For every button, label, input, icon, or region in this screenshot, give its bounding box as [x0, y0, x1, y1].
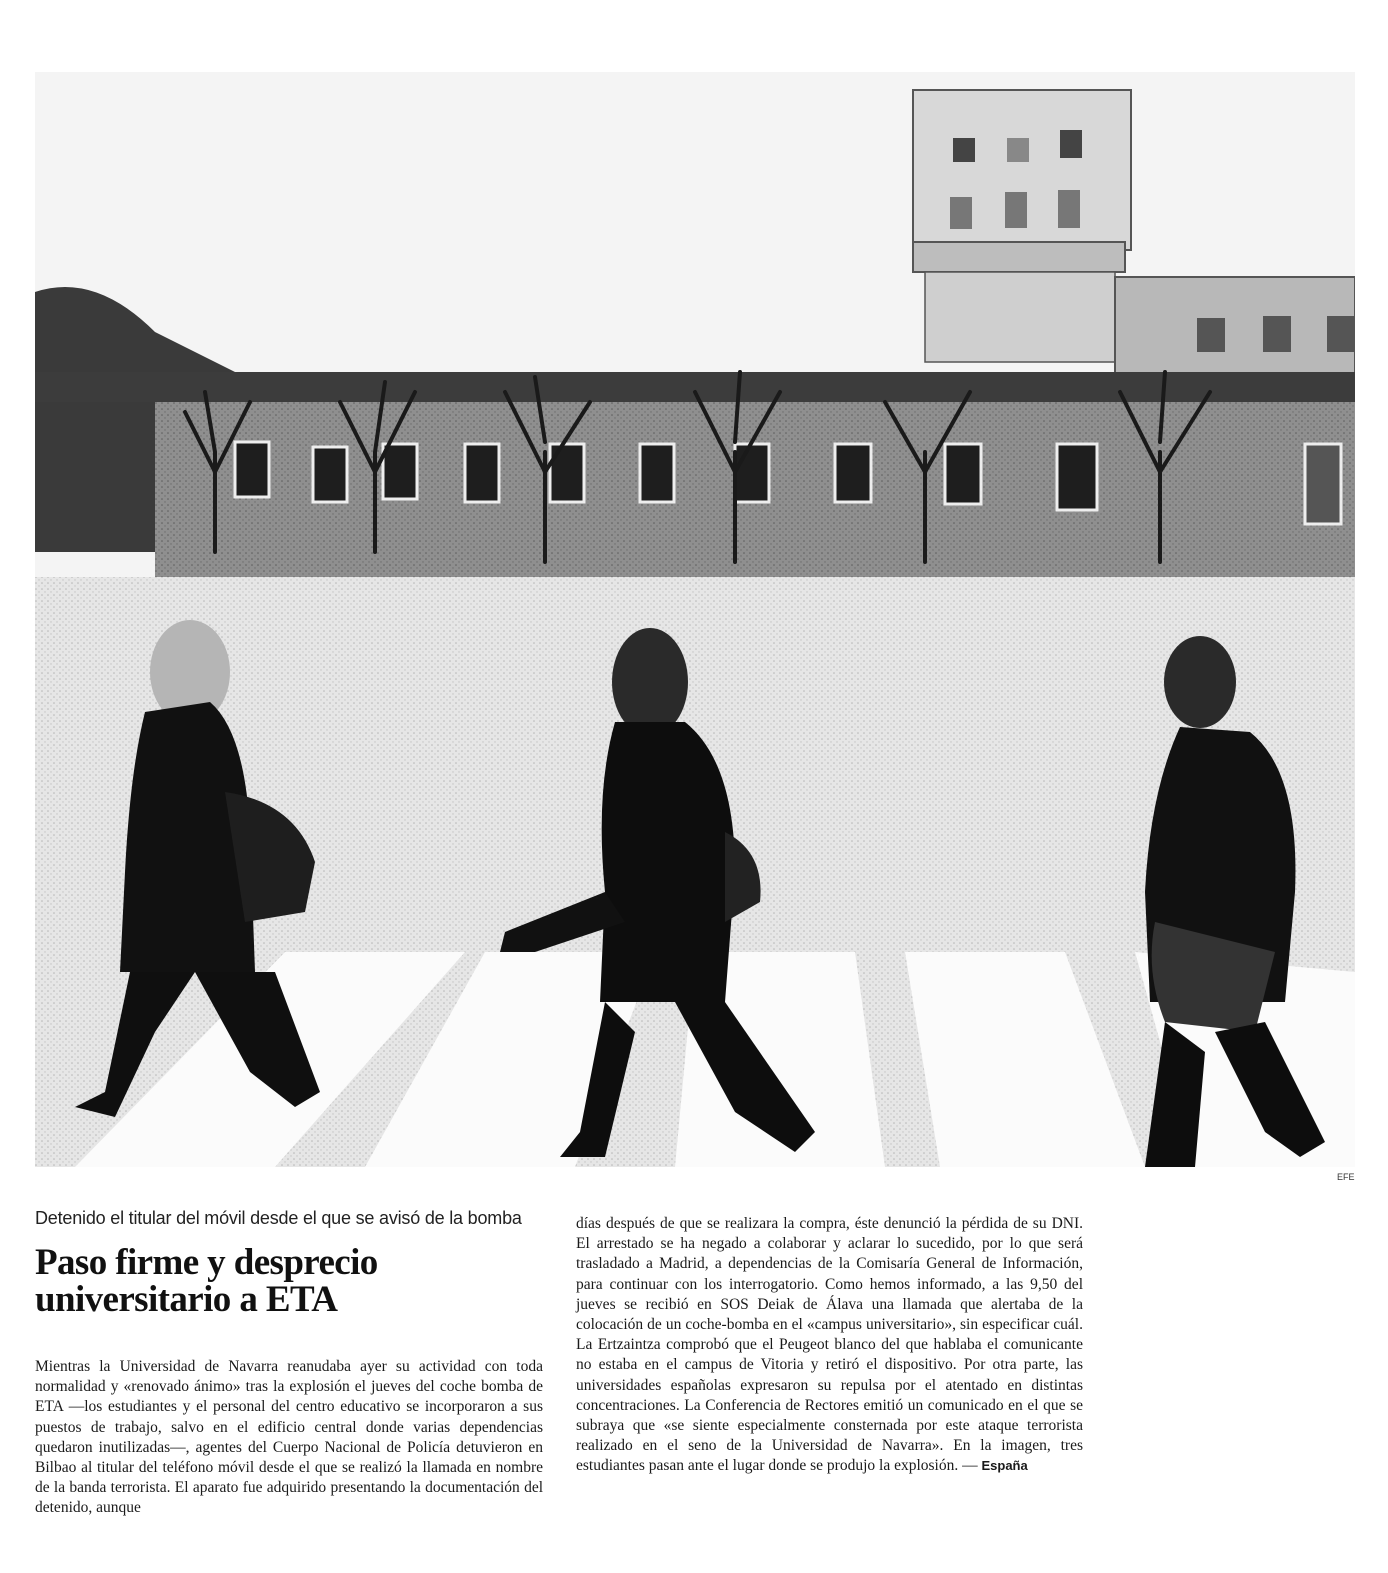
- article-headline: Paso firme y desprecio universitario a ETA: [35, 1242, 378, 1320]
- news-photo: [35, 72, 1355, 1167]
- students-crossing-photo: [35, 72, 1355, 1167]
- article-kicker: Detenido el titular del móvil desde el que se avisó de la bomba: [35, 1208, 522, 1228]
- section-tag: España: [981, 1458, 1028, 1474]
- tower-building: [913, 90, 1131, 362]
- university-building: [35, 372, 1355, 580]
- article-body-right: [576, 1214, 1083, 1477]
- photo-credit: EFE: [1337, 1172, 1355, 1182]
- article-body-left: [35, 1357, 543, 1519]
- body-left-text: Mientras la Universidad de Navarra reanudaba ayer su actividad con toda normalidad y «renovado ánimo» tras la explosión el jueves del coche bomba de ETA —los estudiantes y el personal del centro educativo se incorporaron a sus puestos de trabajo, salvo en el edificio central donde varias dependencias quedaron inutilizadas—, agentes del Cuerpo Nacional de Policía detuvieron en Bilbao al titular del teléfono móvil desde el que se realizó la llamada en nombre de la banda terrorista. El aparato fue adquirido presentando la documentación del detenido, aunque: [35, 1358, 543, 1517]
- body-right-text: días después de que se realizara la compra, éste denunció la pérdida de su DNI. El arrestado se ha negado a colaborar y aclarar lo sucedido, por lo que será trasladado a Madrid, a dependencias de la Comisaría General de Información, para continuar con los interrogatorio. Como hemos informado, a las 9,50 del jueves se recibió en SOS Deiak de Álava una llamada que alertaba de la colocación de un coche-bomba en el «campus universitario», sin especificar cuál. La Ertzaintza comprobó que el Peugeot blanco del que hablaba el comunicante no estaba en el campus de Vitoria y retiró el dispositivo. Por otra parte, las universidades españolas expresaron su repulsa por el atentado en distintas concentraciones. La Conferencia de Rectores emitió un comunicado en el que se subraya que «se siente especialmente consternada por este ataque terrorista realizado en el seno de la Universidad de Navarra». En la imagen, tres estudiantes pasan ante el lugar donde se produjo la explosión. —: [576, 1215, 1083, 1475]
